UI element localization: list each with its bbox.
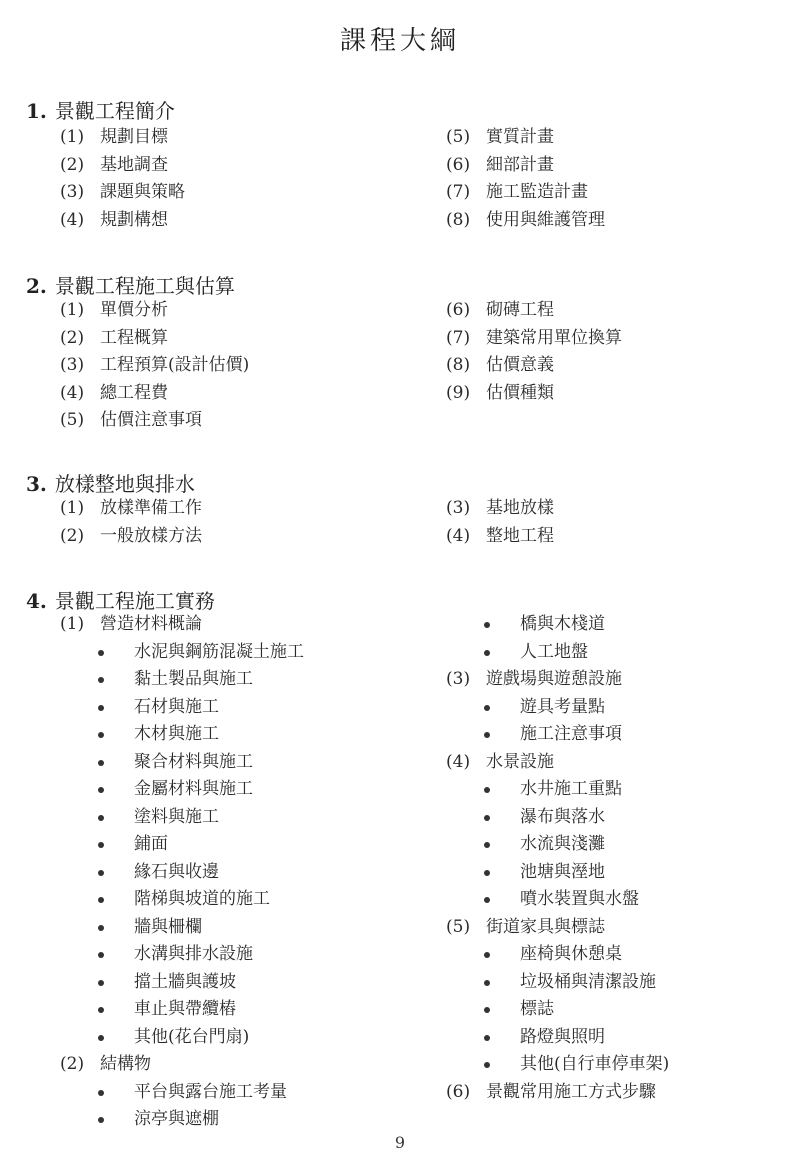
- bullet-icon: [484, 1007, 490, 1013]
- bullet-text: 平台與露台施工考量: [134, 1081, 287, 1102]
- bullet-text: 石材與施工: [134, 696, 219, 717]
- bullet-text: 池塘與溼地: [520, 861, 605, 882]
- bullet-text: 木材與施工: [134, 724, 219, 744]
- list-item: (8) 使用與維護管理: [446, 209, 605, 230]
- section-4-left-list: [60, 611, 304, 1134]
- bullet-list-item: [446, 776, 656, 804]
- bullet-text: 遊具考量點: [520, 696, 605, 717]
- section-heading-4: [26, 585, 215, 614]
- item-number: (1): [60, 614, 85, 634]
- bullet-text: 水泥與鋼筋混凝土施工: [134, 641, 304, 662]
- item-number: (2): [60, 1054, 85, 1074]
- list-item: [60, 611, 202, 639]
- bullet-icon: [484, 732, 490, 738]
- bullet-text: 水井施工重點: [520, 779, 622, 799]
- bullet-icon: [484, 705, 490, 711]
- bullet-text: 擋土牆與護坡: [134, 971, 236, 992]
- list-item: (5) 實質計畫: [446, 127, 554, 147]
- list-item: (8) 估價意義: [446, 355, 554, 375]
- bullet-icon: [484, 787, 490, 793]
- section-heading-3: [26, 468, 195, 497]
- bullet-text: 垃圾桶與清潔設施: [520, 971, 656, 992]
- bullet-icon: [98, 870, 104, 876]
- bullet-icon: [98, 787, 104, 793]
- bullet-list-item: [446, 859, 656, 887]
- page-number: 9: [394, 1133, 406, 1152]
- list-item: (7) 施工監造計畫: [446, 182, 588, 202]
- list-item: (4) 整地工程: [446, 525, 554, 546]
- bullet-list-item: [60, 914, 202, 942]
- section-number: 1.: [26, 99, 47, 123]
- list-item: (3) 工程預算(設計估價): [60, 355, 250, 375]
- section-3-left-list: [60, 495, 202, 550]
- section-1-right-list: [446, 124, 605, 234]
- item-number: (6): [446, 1081, 471, 1102]
- bullet-icon: [98, 897, 104, 903]
- bullet-text: 座椅與休憩桌: [520, 944, 622, 964]
- list-item: (1) 放樣準備工作: [60, 498, 202, 518]
- bullet-icon: [98, 732, 104, 738]
- bullet-list-item: [446, 969, 656, 997]
- list-item: (2) 工程概算: [60, 327, 168, 348]
- section-number: 3.: [26, 472, 47, 496]
- bullet-icon: [484, 1062, 490, 1068]
- item-number: (4): [446, 751, 471, 772]
- item-text: 營造材料概論: [100, 614, 202, 634]
- bullet-list-item: [446, 1024, 656, 1052]
- bullet-text: 施工注意事項: [520, 724, 622, 744]
- bullet-list-item: [60, 831, 202, 859]
- section-2-right-list: [446, 297, 622, 407]
- bullet-list-item: [60, 969, 236, 997]
- list-item: [446, 666, 656, 694]
- section-heading-2: [26, 270, 235, 299]
- section-3-right-list: [446, 495, 554, 550]
- bullet-icon: [98, 705, 104, 711]
- item-text: 景觀常用施工方式步驟: [486, 1081, 656, 1102]
- bullet-icon: [484, 842, 490, 848]
- bullet-list-item: [446, 804, 656, 832]
- bullet-text: 噴水裝置與水盤: [520, 889, 639, 909]
- section-4-right-list: [446, 611, 670, 1106]
- bullet-list-item: [446, 1051, 670, 1079]
- bullet-text: 路燈與照明: [520, 1026, 605, 1047]
- bullet-icon: [98, 1117, 104, 1123]
- item-number: (3): [446, 669, 471, 689]
- section-title: 景觀工程簡介: [54, 99, 175, 123]
- bullet-icon: [484, 815, 490, 821]
- bullet-icon: [98, 760, 104, 766]
- bullet-text: 金屬材料與施工: [134, 779, 253, 799]
- bullet-icon: [98, 980, 104, 986]
- bullet-list-item: [60, 749, 253, 777]
- page-title: 課程大綱: [339, 26, 460, 56]
- bullet-text: 人工地盤: [520, 641, 588, 662]
- list-item: (2) 基地調查: [60, 154, 168, 175]
- bullet-list-item: [60, 721, 219, 749]
- bullet-text: 橋與木棧道: [520, 614, 605, 634]
- bullet-list-item: [60, 859, 219, 887]
- bullet-list-item: [60, 941, 253, 969]
- bullet-icon: [484, 870, 490, 876]
- bullet-list-item: [446, 694, 656, 722]
- bullet-icon: [484, 897, 490, 903]
- list-item: [60, 1051, 202, 1079]
- section-heading-1: [26, 95, 175, 124]
- bullet-list-item: [60, 639, 304, 667]
- item-text: 遊戲場與遊憩設施: [486, 669, 622, 689]
- list-item: (3) 基地放樣: [446, 498, 554, 518]
- list-item: (6) 細部計畫: [446, 154, 554, 175]
- bullet-list-item: [60, 1024, 250, 1052]
- section-1-left-list: [60, 124, 185, 234]
- list-item: (4) 規劃構想: [60, 209, 168, 230]
- bullet-icon: [484, 650, 490, 656]
- bullet-list-item: [60, 666, 253, 694]
- bullet-text: 涼亭與遮棚: [134, 1109, 219, 1129]
- bullet-text: 標誌: [520, 999, 554, 1019]
- bullet-list-item: [446, 886, 656, 914]
- bullet-text: 車止與帶纜樁: [134, 999, 236, 1019]
- bullet-icon: [98, 815, 104, 821]
- bullet-text: 鋪面: [134, 834, 168, 854]
- bullet-list-item: [60, 694, 219, 722]
- section-title: 景觀工程施工實務: [54, 589, 215, 613]
- bullet-list-item: [60, 804, 219, 832]
- item-text: 結構物: [100, 1054, 151, 1074]
- bullet-text: 黏土製品與施工: [134, 669, 253, 689]
- bullet-list-item: [60, 1106, 219, 1134]
- bullet-list-item: [446, 996, 656, 1024]
- bullet-list-item: [446, 721, 656, 749]
- bullet-icon: [484, 622, 490, 628]
- list-item: (4) 總工程費: [60, 382, 168, 403]
- bullet-icon: [98, 925, 104, 931]
- bullet-icon: [484, 1035, 490, 1041]
- item-text: 水景設施: [486, 751, 554, 772]
- bullet-list-item: [60, 1079, 287, 1107]
- bullet-text: 聚合材料與施工: [134, 751, 253, 772]
- bullet-icon: [98, 1090, 104, 1096]
- list-item: (2) 一般放樣方法: [60, 525, 202, 546]
- bullet-icon: [98, 1035, 104, 1041]
- bullet-icon: [98, 1007, 104, 1013]
- bullet-text: 其他(花台門扇): [134, 1026, 250, 1047]
- bullet-text: 階梯與坡道的施工: [134, 889, 270, 909]
- list-item: (5) 估價注意事項: [60, 410, 202, 430]
- bullet-text: 牆與柵欄: [134, 916, 202, 937]
- bullet-icon: [484, 952, 490, 958]
- list-item: (6) 砌磚工程: [446, 300, 554, 320]
- bullet-list-item: [60, 776, 253, 804]
- section-number: 2.: [26, 274, 47, 298]
- bullet-icon: [98, 842, 104, 848]
- bullet-text: 水流與淺灘: [520, 834, 605, 854]
- item-text: 街道家具與標誌: [486, 916, 605, 937]
- bullet-list-item: [60, 886, 270, 914]
- list-item: (3) 課題與策略: [60, 182, 185, 202]
- section-2-left-list: [60, 297, 249, 435]
- bullet-list-item: [446, 941, 656, 969]
- list-item: (1) 單價分析: [60, 300, 168, 320]
- bullet-list-item: [446, 831, 656, 859]
- bullet-text: 塗料與施工: [134, 806, 219, 827]
- bullet-text: 瀑布與落水: [520, 806, 605, 827]
- bullet-icon: [98, 677, 104, 683]
- section-title: 放樣整地與排水: [54, 472, 195, 496]
- section-title: 景觀工程施工與估算: [54, 274, 235, 298]
- bullet-icon: [98, 650, 104, 656]
- list-item: [446, 914, 656, 942]
- list-item: (1) 規劃目標: [60, 127, 168, 147]
- section-number: 4.: [26, 589, 47, 613]
- bullet-list-item: [446, 611, 656, 639]
- list-item: [446, 1079, 656, 1107]
- bullet-text: 水溝與排水設施: [134, 944, 253, 964]
- item-number: (5): [446, 916, 471, 937]
- bullet-icon: [484, 980, 490, 986]
- bullet-list-item: [60, 996, 236, 1024]
- list-item: (7) 建築常用單位換算: [446, 327, 622, 348]
- bullet-text: 其他(自行車停車架): [520, 1054, 670, 1074]
- bullet-list-item: [446, 639, 656, 667]
- bullet-icon: [98, 952, 104, 958]
- list-item: (9) 估價種類: [446, 382, 554, 403]
- bullet-text: 緣石與收邊: [134, 861, 219, 882]
- list-item: [446, 749, 656, 777]
